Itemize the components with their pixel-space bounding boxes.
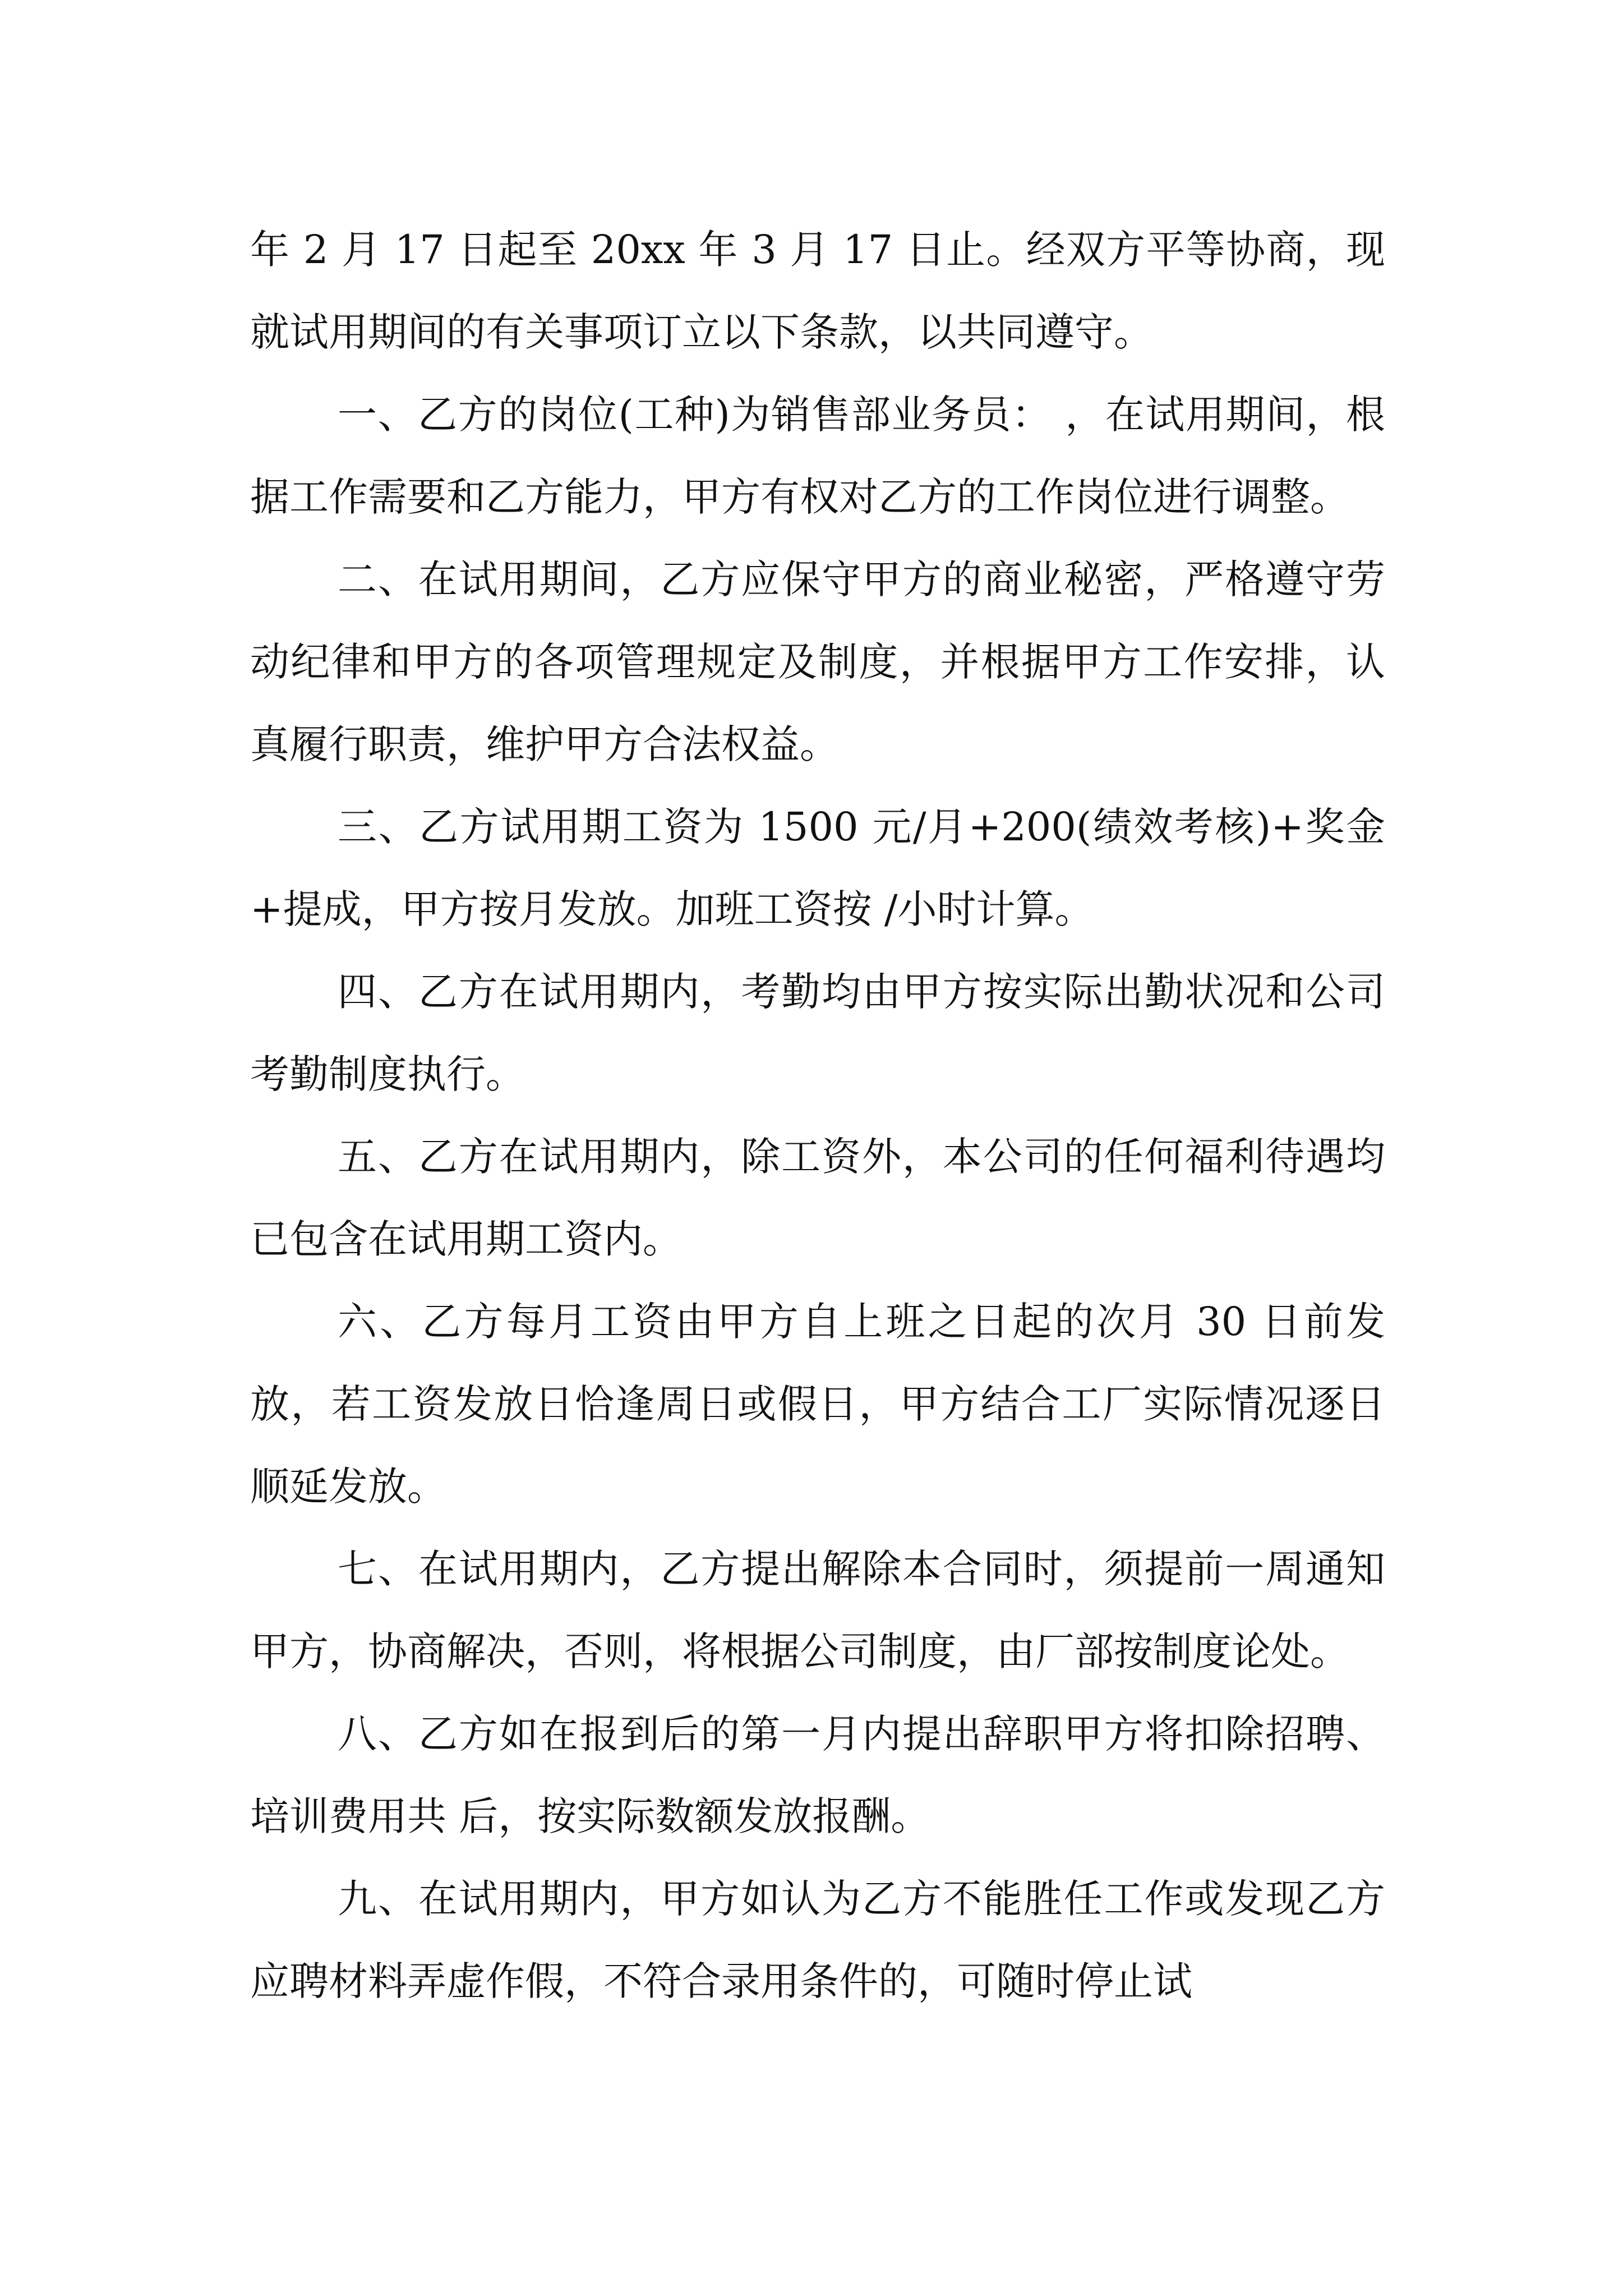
document-body: [250, 209, 1385, 2023]
paragraph-clause-8: 八、乙方如在报到后的第一月内提出辞职甲方将扣除招聘、培训费用共 后，按实际数额发放报酬。: [250, 1711, 1385, 1839]
paragraph-clause-3: 三、乙方试用期工资为 1500 元/月+200(绩效考核)+奖金+提成，甲方按月发放。加班工资按 /小时计算。: [250, 804, 1385, 932]
paragraph-clause-5: 五、乙方在试用期内，除工资外，本公司的任何福利待遇均已包含在试用期工资内。: [250, 1134, 1385, 1262]
paragraph-clause-4: 四、乙方在试用期内，考勤均由甲方按实际出勤状况和公司考勤制度执行。: [250, 969, 1385, 1097]
paragraph-clause-2: 二、在试用期间，乙方应保守甲方的商业秘密，严格遵守劳动纪律和甲方的各项管理规定及制度，并根据甲方工作安排，认真履行职责，维护甲方合法权益。: [250, 556, 1385, 767]
paragraph-clause-7: 七、在试用期内，乙方提出解除本合同时，须提前一周通知甲方，协商解决，否则，将根据公司制度，由厂部按制度论处。: [250, 1546, 1385, 1674]
paragraph-clause-1: 一、乙方的岗位(工种)为销售部业务员： ，在试用期间，根据工作需要和乙方能力，甲方有权对乙方的工作岗位进行调整。: [250, 392, 1385, 520]
paragraph-clause-9: 九、在试用期内，甲方如认为乙方不能胜任工作或发现乙方应聘材料弄虚作假，不符合录用条件的，可随时停止试: [250, 1876, 1385, 2004]
paragraph-clause-6: 六、乙方每月工资由甲方自上班之日起的次月 30 日前发放，若工资发放日恰逢周日或假日，甲方结合工厂实际情况逐日顺延发放。: [250, 1299, 1385, 1510]
paragraph-intro-continued: 年 2 月 17 日起至 20xx 年 3 月 17 日止。经双方平等协商，现就试用期间的有关事项订立以下条款，以共同遵守。: [250, 227, 1385, 355]
